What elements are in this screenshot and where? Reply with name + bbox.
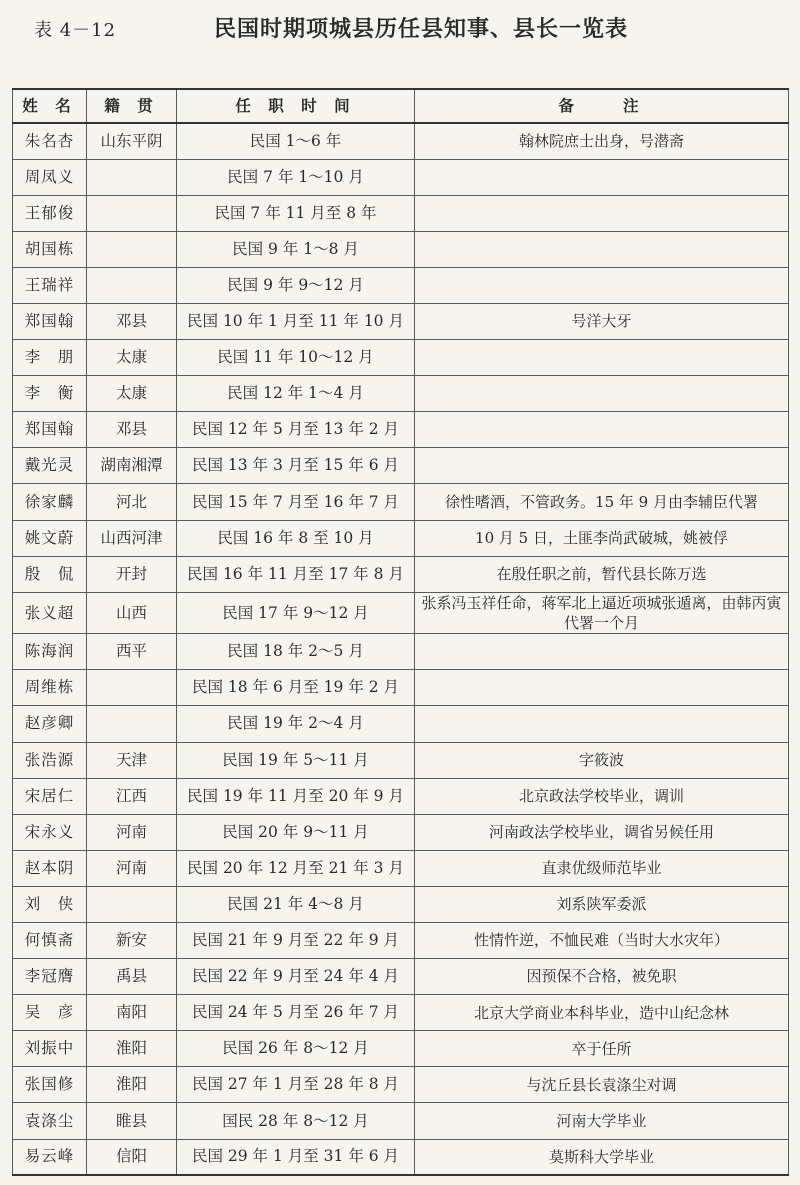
cell-note: 北京大学商业本科毕业，造中山纪念林	[415, 995, 789, 1031]
cell-name: 刘 侠	[13, 886, 87, 922]
cell-name: 朱名杏	[13, 123, 87, 159]
cell-name: 徐家麟	[13, 484, 87, 520]
cell-note: 莫斯科大学毕业	[415, 1139, 789, 1175]
cell-origin: 河北	[87, 484, 177, 520]
cell-origin	[87, 267, 177, 303]
cell-term: 民国 18 年 6 月至 19 年 2 月	[177, 670, 415, 706]
cell-term: 民国 12 年 1～4 月	[177, 376, 415, 412]
cell-origin: 邓县	[87, 303, 177, 339]
cell-term: 民国 20 年 9～11 月	[177, 814, 415, 850]
cell-origin: 太康	[87, 376, 177, 412]
cell-term: 民国 24 年 5 月至 26 年 7 月	[177, 995, 415, 1031]
cell-name: 殷 侃	[13, 556, 87, 592]
cell-note	[415, 231, 789, 267]
cell-origin: 邓县	[87, 412, 177, 448]
table-row	[13, 376, 789, 412]
cell-name: 刘振中	[13, 1031, 87, 1067]
column-header-note: 备 注	[415, 89, 789, 123]
table-row	[13, 778, 789, 814]
cell-term: 民国 12 年 5 月至 13 年 2 月	[177, 412, 415, 448]
table-row	[13, 886, 789, 922]
cell-name: 李 衡	[13, 376, 87, 412]
cell-term: 民国 18 年 2～5 月	[177, 634, 415, 670]
table-row	[13, 303, 789, 339]
table-row	[13, 959, 789, 995]
table-row	[13, 195, 789, 231]
table-row	[13, 556, 789, 592]
table-row	[13, 706, 789, 742]
cell-note: 因预保不合格，被免职	[415, 959, 789, 995]
cell-name: 郑国翰	[13, 412, 87, 448]
cell-term: 民国 1～6 年	[177, 123, 415, 159]
table-row	[13, 1031, 789, 1067]
cell-origin	[87, 670, 177, 706]
cell-name: 赵本阴	[13, 850, 87, 886]
cell-note: 与沈丘县长袁涤尘对调	[415, 1067, 789, 1103]
cell-origin: 禹县	[87, 959, 177, 995]
cell-term: 民国 16 年 8 至 10 月	[177, 520, 415, 556]
cell-name: 易云峰	[13, 1139, 87, 1175]
table-row	[13, 231, 789, 267]
cell-note	[415, 634, 789, 670]
cell-name: 宋永义	[13, 814, 87, 850]
table-row	[13, 484, 789, 520]
cell-note	[415, 159, 789, 195]
cell-origin	[87, 886, 177, 922]
cell-term: 民国 19 年 5～11 月	[177, 742, 415, 778]
cell-origin: 河南	[87, 814, 177, 850]
cell-term: 民国 9 年 1～8 月	[177, 231, 415, 267]
cell-name: 吴 彦	[13, 995, 87, 1031]
cell-note: 10 月 5 日，土匪李尚武破城，姚被俘	[415, 520, 789, 556]
cell-note	[415, 448, 789, 484]
officials-table	[12, 88, 789, 1176]
table-body	[13, 123, 789, 1175]
cell-origin: 新安	[87, 922, 177, 958]
cell-name: 张浩源	[13, 742, 87, 778]
table-row	[13, 159, 789, 195]
cell-note: 字筱波	[415, 742, 789, 778]
cell-name: 王瑞祥	[13, 267, 87, 303]
cell-origin: 南阳	[87, 995, 177, 1031]
table-label: 表 4－12	[34, 20, 117, 41]
cell-note: 张系冯玉祥任命，蒋军北上逼近项城张遁离，由韩丙寅代署一个月	[415, 592, 789, 634]
cell-name: 宋居仁	[13, 778, 87, 814]
cell-term: 民国 10 年 1 月至 11 年 10 月	[177, 303, 415, 339]
cell-note: 卒于任所	[415, 1031, 789, 1067]
cell-note	[415, 195, 789, 231]
cell-note: 号洋大牙	[415, 303, 789, 339]
cell-note	[415, 340, 789, 376]
cell-origin: 西平	[87, 634, 177, 670]
table-header-row	[13, 89, 789, 123]
cell-term: 民国 7 年 1～10 月	[177, 159, 415, 195]
cell-origin: 淮阳	[87, 1067, 177, 1103]
cell-term: 民国 13 年 3 月至 15 年 6 月	[177, 448, 415, 484]
cell-term: 民国 20 年 12 月至 21 年 3 月	[177, 850, 415, 886]
table-row	[13, 340, 789, 376]
table-row	[13, 267, 789, 303]
page-header	[0, 0, 800, 80]
cell-name: 姚文蔚	[13, 520, 87, 556]
cell-origin	[87, 231, 177, 267]
cell-note	[415, 412, 789, 448]
cell-term: 民国 19 年 2～4 月	[177, 706, 415, 742]
cell-name: 陈海润	[13, 634, 87, 670]
table-row	[13, 850, 789, 886]
cell-term: 民国 22 年 9 月至 24 年 4 月	[177, 959, 415, 995]
table-row	[13, 123, 789, 159]
cell-origin: 江西	[87, 778, 177, 814]
page-title: 民国时期项城县历任县知事、县长一览表	[214, 16, 629, 42]
cell-origin: 淮阳	[87, 1031, 177, 1067]
column-header-name: 姓 名	[13, 89, 87, 123]
cell-note: 河南政法学校毕业，调省另候任用	[415, 814, 789, 850]
table-row	[13, 995, 789, 1031]
table-row	[13, 1103, 789, 1139]
table-row	[13, 742, 789, 778]
cell-origin: 山东平阴	[87, 123, 177, 159]
cell-origin: 湖南湘潭	[87, 448, 177, 484]
table-row	[13, 670, 789, 706]
cell-term: 民国 27 年 1 月至 28 年 8 月	[177, 1067, 415, 1103]
cell-origin	[87, 195, 177, 231]
cell-origin: 开封	[87, 556, 177, 592]
cell-name: 周凤义	[13, 159, 87, 195]
table-row	[13, 634, 789, 670]
table-row	[13, 448, 789, 484]
table-row	[13, 922, 789, 958]
cell-origin: 河南	[87, 850, 177, 886]
cell-name: 何慎斋	[13, 922, 87, 958]
cell-note	[415, 376, 789, 412]
table-row	[13, 592, 789, 634]
cell-note	[415, 670, 789, 706]
table-row	[13, 412, 789, 448]
cell-name: 李冠膺	[13, 959, 87, 995]
cell-note: 北京政法学校毕业，调训	[415, 778, 789, 814]
cell-origin: 天津	[87, 742, 177, 778]
cell-term: 民国 17 年 9～12 月	[177, 592, 415, 634]
table-row	[13, 1067, 789, 1103]
cell-term: 民国 26 年 8～12 月	[177, 1031, 415, 1067]
cell-note: 刘系陕军委派	[415, 886, 789, 922]
cell-term: 民国 19 年 11 月至 20 年 9 月	[177, 778, 415, 814]
cell-origin: 山西河津	[87, 520, 177, 556]
cell-origin: 山西	[87, 592, 177, 634]
cell-note	[415, 706, 789, 742]
cell-origin: 太康	[87, 340, 177, 376]
table-row	[13, 1139, 789, 1175]
cell-note: 翰林院庶士出身，号潜斋	[415, 123, 789, 159]
cell-name: 王郁俊	[13, 195, 87, 231]
cell-origin	[87, 159, 177, 195]
cell-origin: 睢县	[87, 1103, 177, 1139]
cell-name: 郑国翰	[13, 303, 87, 339]
table-row	[13, 520, 789, 556]
cell-name: 张义超	[13, 592, 87, 634]
cell-term: 民国 29 年 1 月至 31 年 6 月	[177, 1139, 415, 1175]
cell-note: 河南大学毕业	[415, 1103, 789, 1139]
cell-note: 性情忤逆，不恤民难（当时大水灾年）	[415, 922, 789, 958]
cell-term: 民国 15 年 7 月至 16 年 7 月	[177, 484, 415, 520]
cell-note: 直隶优级师范毕业	[415, 850, 789, 886]
column-header-term: 任 职 时 间	[177, 89, 415, 123]
cell-name: 李 朋	[13, 340, 87, 376]
cell-name: 赵彦卿	[13, 706, 87, 742]
cell-name: 周维栋	[13, 670, 87, 706]
cell-term: 民国 21 年 9 月至 22 年 9 月	[177, 922, 415, 958]
cell-origin	[87, 706, 177, 742]
cell-term: 民国 11 年 10～12 月	[177, 340, 415, 376]
cell-name: 胡国栋	[13, 231, 87, 267]
table-row	[13, 814, 789, 850]
cell-note: 徐性嗜酒，不管政务。15 年 9 月由李辅臣代署	[415, 484, 789, 520]
cell-term: 民国 9 年 9～12 月	[177, 267, 415, 303]
cell-note	[415, 267, 789, 303]
column-header-origin: 籍 贯	[87, 89, 177, 123]
cell-term: 民国 7 年 11 月至 8 年	[177, 195, 415, 231]
cell-term: 民国 16 年 11 月至 17 年 8 月	[177, 556, 415, 592]
cell-name: 袁涤尘	[13, 1103, 87, 1139]
cell-term: 国民 28 年 8～12 月	[177, 1103, 415, 1139]
cell-name: 张国修	[13, 1067, 87, 1103]
cell-name: 戴光灵	[13, 448, 87, 484]
cell-origin: 信阳	[87, 1139, 177, 1175]
cell-term: 民国 21 年 4～8 月	[177, 886, 415, 922]
cell-note: 在殷任职之前，暂代县长陈万选	[415, 556, 789, 592]
